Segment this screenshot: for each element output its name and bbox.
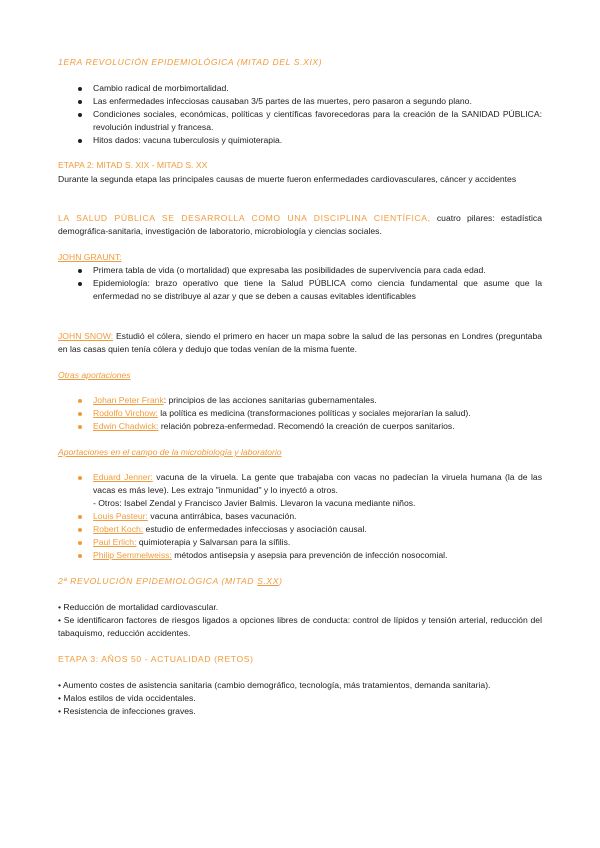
section3-heading-end: ) bbox=[279, 576, 283, 586]
section3-heading bbox=[58, 575, 542, 588]
list-item bbox=[58, 407, 542, 420]
list-item: • Resistencia de infecciones graves. bbox=[58, 706, 196, 716]
person-link[interactable]: Johan Peter Frank bbox=[93, 395, 164, 405]
salud-publica-heading: LA SALUD PÚBLICA SE DESARROLLA COMO UNA DISCIPLINA CIENTÍFICA, bbox=[58, 213, 431, 223]
list-item bbox=[58, 394, 542, 407]
section4-list bbox=[58, 679, 542, 718]
list-item bbox=[58, 523, 542, 536]
list-item bbox=[58, 510, 542, 523]
item-text: : principios de las acciones sanitarias gubernamentales. bbox=[163, 395, 377, 405]
list-item: • Malos estilos de vida occidentales. bbox=[58, 693, 196, 703]
list-item: • Reducción de mortalidad cardiovascular. bbox=[58, 602, 219, 612]
item-text: vacuna de la viruela. La gente que trabajaba con vacas no padecían la viruela humana (la de las vacas es más leve). Les extrajo "inmunidad" y lo inyectó a otros. bbox=[93, 472, 543, 495]
micro-heading: Aportaciones en el campo de la microbiología y laboratorio bbox=[58, 447, 282, 457]
item-text: relación pobreza-enfermedad. Recomendó la creación de cuerpos sanitarios. bbox=[158, 421, 455, 431]
list-item bbox=[58, 536, 542, 549]
list-item: • Se identificaron factores de riesgos ligados a opciones libres de conducta: control de lípidos y tensión arterial, reducción del tabaquismo, reducción accidentes. bbox=[58, 615, 542, 638]
snow-name[interactable]: JOHN SNOW: bbox=[58, 331, 114, 341]
person-link[interactable]: Edwin Chadwick: bbox=[93, 421, 159, 431]
item-text: métodos antisepsia y asepsia para prevención de infección nosocomial. bbox=[171, 550, 448, 560]
list-item: • Aumento costes de asistencia sanitaria (cambio demográfico, tecnología, más tratamientos, demanda sanitaria). bbox=[58, 680, 491, 690]
item-text: vacuna antirrábica, bases vacunación. bbox=[147, 511, 297, 521]
section3-list bbox=[58, 601, 542, 640]
list-item: Condiciones sociales, económicas, políticas y científicas favorecedoras para la creación de la SANIDAD PÚBLICA: revolución industrial y francesa. bbox=[58, 108, 542, 134]
person-link[interactable]: Eduard Jenner: bbox=[93, 472, 153, 482]
salud-publica-text: cuatro pilares: estadística demográfica-sanitaria, investigación de laboratorio, microbiología y ciencias sociales. bbox=[58, 213, 542, 236]
snow-paragraph bbox=[58, 330, 542, 356]
list-item: Las enfermedades infecciosas causaban 3/5 partes de las muertes, pero pasaron a segundo plano. bbox=[58, 95, 542, 108]
person-link[interactable]: Philip Semmelweiss: bbox=[93, 550, 172, 560]
section2-heading: ETAPA 2: MITAD S. XIX - MITAD S. XX bbox=[58, 160, 208, 170]
graunt-heading: JOHN GRAUNT: bbox=[58, 252, 122, 262]
item-subtext: - Otros: Isabel Zendal y Francisco Javier Balmis. Llevaron la vacuna mediante niños. bbox=[93, 498, 416, 508]
item-text: quimioterapia y Salvarsan para la sífilis. bbox=[136, 537, 291, 547]
list-item bbox=[58, 549, 542, 562]
person-link[interactable]: Robert Koch: bbox=[93, 524, 144, 534]
graunt-list bbox=[58, 264, 542, 303]
list-item bbox=[58, 471, 542, 510]
list-item: Epidemiología: brazo operativo que tiene la Salud PÚBLICA como ciencia fundamental que asume que la enfermedad no se distribuye al azar y que se deben a causas evitables identificables bbox=[58, 277, 542, 303]
list-item: Hitos dados: vacuna tuberculosis y quimioterapia. bbox=[58, 134, 542, 147]
section1-list bbox=[58, 82, 542, 147]
micro-list bbox=[58, 471, 542, 562]
person-link[interactable]: Paul Erlich: bbox=[93, 537, 137, 547]
person-link[interactable]: Louis Pasteur: bbox=[93, 511, 148, 521]
salud-publica-paragraph bbox=[58, 212, 542, 238]
section3-heading-link: S.XX bbox=[257, 576, 280, 586]
section4-heading: ETAPA 3: AÑOS 50 - ACTUALIDAD (RETOS) bbox=[58, 654, 254, 664]
list-item: Cambio radical de morbimortalidad. bbox=[58, 82, 542, 95]
section2-text: Durante la segunda etapa las principales causas de muerte fueron enfermedades cardiovasculares, cáncer y accidentes bbox=[58, 174, 517, 184]
item-text: la política es medicina (transformaciones políticas y sociales mejorarían la salud). bbox=[157, 408, 471, 418]
person-link[interactable]: Rodolfo Virchow: bbox=[93, 408, 158, 418]
section3-heading-main: 2ª REVOLUCIÓN EPIDEMIOLÓGICA (MITAD bbox=[58, 576, 258, 586]
section1-heading: 1ERA REVOLUCIÓN EPIDEMIOLÓGICA (MITAD DEL S.XIX) bbox=[58, 57, 323, 67]
list-item bbox=[58, 420, 542, 433]
otras-heading: Otras aportaciones bbox=[58, 370, 131, 380]
item-text: estudio de enfermedades infecciosas y asociación causal. bbox=[143, 524, 367, 534]
list-item: Primera tabla de vida (o mortalidad) que expresaba las posibilidades de supervivencia para cada edad. bbox=[58, 264, 542, 277]
otras-list bbox=[58, 394, 542, 433]
snow-text: Estudió el cólera, siendo el primero en hacer un mapa sobre la salud de las personas en Londres (preguntaba en las casas quien tenía cólera y dedujo que todas venían de la misma fuente. bbox=[58, 331, 543, 354]
